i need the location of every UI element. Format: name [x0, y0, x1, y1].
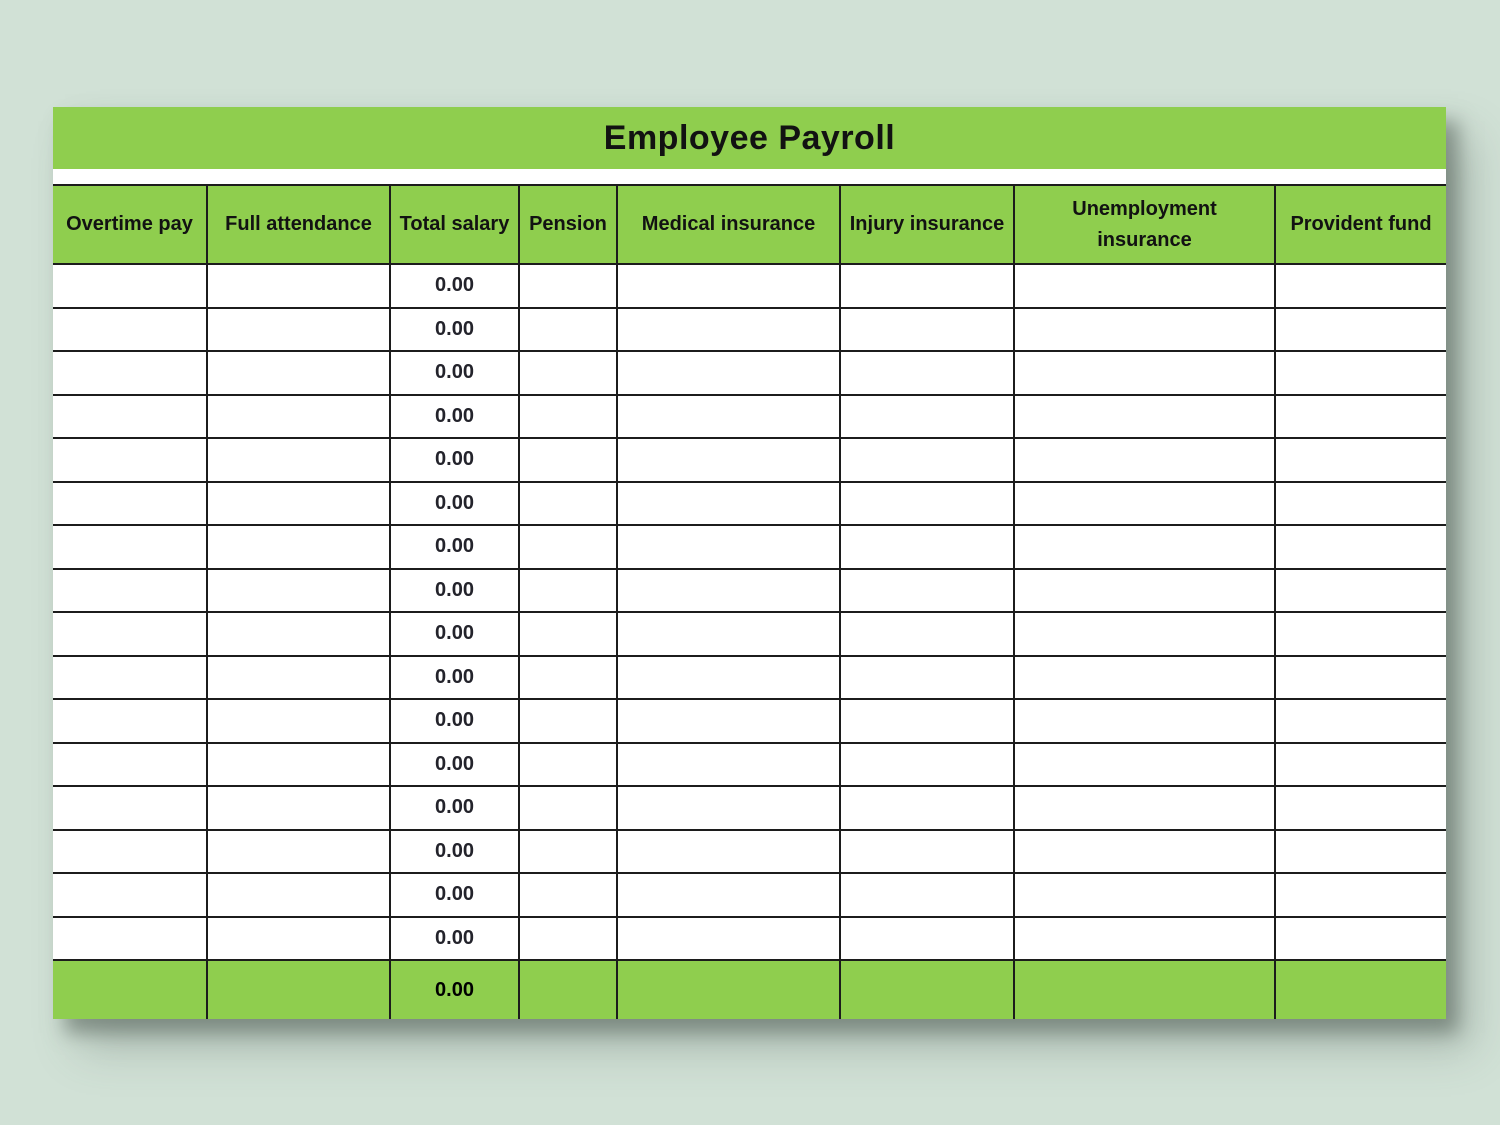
empty-cell[interactable]: [1275, 917, 1446, 961]
total-salary-cell[interactable]: 0.00: [390, 569, 519, 613]
empty-cell[interactable]: [617, 438, 840, 482]
total-salary-cell[interactable]: 0.00: [390, 699, 519, 743]
empty-cell[interactable]: [207, 438, 390, 482]
table-row: [53, 264, 1446, 308]
table-row: [53, 308, 1446, 352]
empty-cell[interactable]: [1275, 438, 1446, 482]
empty-cell[interactable]: [53, 743, 207, 787]
empty-cell[interactable]: [840, 873, 1014, 917]
empty-cell[interactable]: [617, 525, 840, 569]
empty-cell[interactable]: [519, 264, 617, 308]
empty-cell[interactable]: [53, 612, 207, 656]
empty-cell[interactable]: [840, 264, 1014, 308]
empty-cell[interactable]: [617, 351, 840, 395]
empty-cell[interactable]: [53, 873, 207, 917]
empty-cell[interactable]: [840, 569, 1014, 613]
total-salary-cell[interactable]: 0.00: [390, 482, 519, 526]
column-header-total-salary[interactable]: Total salary: [390, 185, 519, 264]
table-row: [53, 917, 1446, 961]
total-salary-cell[interactable]: 0.00: [390, 656, 519, 700]
empty-cell[interactable]: [617, 656, 840, 700]
total-salary-cell[interactable]: 0.00: [390, 830, 519, 874]
empty-cell[interactable]: [53, 525, 207, 569]
empty-cell[interactable]: [1275, 525, 1446, 569]
column-header-full-attendance[interactable]: Full attendance: [207, 185, 390, 264]
table-row: [53, 873, 1446, 917]
empty-cell[interactable]: [1275, 830, 1446, 874]
empty-cell[interactable]: [1014, 438, 1275, 482]
empty-cell[interactable]: [617, 873, 840, 917]
empty-cell[interactable]: [617, 743, 840, 787]
column-header-provident-fund[interactable]: Provident fund: [1275, 185, 1446, 264]
empty-cell[interactable]: [1275, 656, 1446, 700]
empty-cell[interactable]: [1014, 656, 1275, 700]
empty-cell[interactable]: [1014, 395, 1275, 439]
empty-cell[interactable]: [519, 525, 617, 569]
column-header-pension[interactable]: Pension: [519, 185, 617, 264]
empty-cell[interactable]: [53, 569, 207, 613]
column-header-injury-insurance[interactable]: Injury insurance: [840, 185, 1014, 264]
table-row: [53, 525, 1446, 569]
empty-cell[interactable]: [617, 612, 840, 656]
empty-cell[interactable]: [53, 699, 207, 743]
table-row: [53, 482, 1446, 526]
empty-cell[interactable]: [53, 308, 207, 352]
table-row: [53, 395, 1446, 439]
empty-cell[interactable]: [1014, 743, 1275, 787]
empty-cell[interactable]: [207, 917, 390, 961]
empty-cell[interactable]: [1014, 873, 1275, 917]
table-row: [53, 612, 1446, 656]
total-salary-cell[interactable]: 0.00: [390, 873, 519, 917]
empty-cell[interactable]: [207, 308, 390, 352]
empty-cell[interactable]: [1275, 612, 1446, 656]
empty-cell[interactable]: [840, 786, 1014, 830]
empty-cell[interactable]: [207, 786, 390, 830]
empty-cell[interactable]: [207, 873, 390, 917]
column-header-unemployment-insurance[interactable]: Unemployment insurance: [1014, 185, 1275, 264]
empty-cell[interactable]: [53, 438, 207, 482]
empty-cell[interactable]: [207, 656, 390, 700]
empty-cell[interactable]: [1014, 525, 1275, 569]
table-row: [53, 743, 1446, 787]
empty-cell[interactable]: [53, 482, 207, 526]
empty-cell[interactable]: [207, 395, 390, 439]
empty-cell[interactable]: [207, 351, 390, 395]
empty-cell[interactable]: [617, 917, 840, 961]
title-separator: [53, 169, 1446, 184]
table-row: [53, 569, 1446, 613]
empty-cell[interactable]: [1275, 308, 1446, 352]
empty-cell[interactable]: [840, 699, 1014, 743]
empty-cell[interactable]: [207, 743, 390, 787]
empty-cell[interactable]: [207, 612, 390, 656]
total-salary-cell[interactable]: 0.00: [390, 264, 519, 308]
empty-cell[interactable]: [519, 308, 617, 352]
empty-cell[interactable]: [840, 438, 1014, 482]
empty-cell[interactable]: [53, 395, 207, 439]
header-row: [53, 185, 1446, 264]
empty-cell[interactable]: [617, 308, 840, 352]
empty-cell[interactable]: [840, 743, 1014, 787]
empty-cell[interactable]: [617, 699, 840, 743]
empty-cell[interactable]: [1275, 482, 1446, 526]
empty-cell[interactable]: [617, 264, 840, 308]
total-empty-cell[interactable]: [207, 960, 390, 1019]
table-row: [53, 656, 1446, 700]
sheet-title[interactable]: Employee Payroll: [53, 107, 1446, 169]
column-header-medical-insurance[interactable]: Medical insurance: [617, 185, 840, 264]
total-empty-cell[interactable]: [1014, 960, 1275, 1019]
empty-cell[interactable]: [207, 699, 390, 743]
empty-cell[interactable]: [53, 656, 207, 700]
empty-cell[interactable]: [1014, 482, 1275, 526]
column-header-overtime-pay[interactable]: Overtime pay: [53, 185, 207, 264]
empty-cell[interactable]: [617, 395, 840, 439]
empty-cell[interactable]: [519, 873, 617, 917]
total-salary-cell[interactable]: 0.00: [390, 786, 519, 830]
total-row: [53, 960, 1446, 1019]
empty-cell[interactable]: [840, 917, 1014, 961]
empty-cell[interactable]: [519, 830, 617, 874]
total-empty-cell[interactable]: [519, 960, 617, 1019]
empty-cell[interactable]: [1275, 395, 1446, 439]
empty-cell[interactable]: [207, 482, 390, 526]
empty-cell[interactable]: [1014, 612, 1275, 656]
empty-cell[interactable]: [1275, 569, 1446, 613]
empty-cell[interactable]: [840, 395, 1014, 439]
empty-cell[interactable]: [207, 569, 390, 613]
empty-cell[interactable]: [519, 917, 617, 961]
empty-cell[interactable]: [53, 351, 207, 395]
table-row: [53, 351, 1446, 395]
total-salary-cell[interactable]: 0.00: [390, 308, 519, 352]
total-empty-cell[interactable]: [617, 960, 840, 1019]
total-salary-cell[interactable]: 0.00: [390, 395, 519, 439]
empty-cell[interactable]: [840, 612, 1014, 656]
empty-cell[interactable]: [1275, 743, 1446, 787]
payroll-sheet: [53, 107, 1446, 1019]
empty-cell[interactable]: [1275, 264, 1446, 308]
total-salary-cell[interactable]: 0.00: [390, 438, 519, 482]
total-salary-cell[interactable]: 0.00: [390, 351, 519, 395]
empty-cell[interactable]: [617, 569, 840, 613]
empty-cell[interactable]: [519, 482, 617, 526]
empty-cell[interactable]: [519, 612, 617, 656]
empty-cell[interactable]: [1275, 351, 1446, 395]
total-empty-cell[interactable]: [1275, 960, 1446, 1019]
total-salary-cell[interactable]: 0.00: [390, 917, 519, 961]
empty-cell[interactable]: [840, 308, 1014, 352]
table-row: [53, 830, 1446, 874]
empty-cell[interactable]: [207, 830, 390, 874]
empty-cell[interactable]: [1014, 830, 1275, 874]
total-salary-sum-cell[interactable]: 0.00: [390, 960, 519, 1019]
empty-cell[interactable]: [1014, 917, 1275, 961]
empty-cell[interactable]: [840, 656, 1014, 700]
empty-cell[interactable]: [519, 351, 617, 395]
empty-cell[interactable]: [1014, 264, 1275, 308]
empty-cell[interactable]: [519, 569, 617, 613]
total-salary-cell[interactable]: 0.00: [390, 525, 519, 569]
empty-cell[interactable]: [1014, 786, 1275, 830]
empty-cell[interactable]: [840, 351, 1014, 395]
empty-cell[interactable]: [617, 830, 840, 874]
empty-cell[interactable]: [519, 438, 617, 482]
total-salary-cell[interactable]: 0.00: [390, 612, 519, 656]
empty-cell[interactable]: [53, 786, 207, 830]
empty-cell[interactable]: [1275, 873, 1446, 917]
table-row: [53, 699, 1446, 743]
empty-cell[interactable]: [519, 743, 617, 787]
empty-cell[interactable]: [1275, 786, 1446, 830]
total-salary-cell[interactable]: 0.00: [390, 743, 519, 787]
payroll-table: [53, 184, 1446, 1019]
empty-cell[interactable]: [840, 830, 1014, 874]
empty-cell[interactable]: [53, 917, 207, 961]
table-row: [53, 786, 1446, 830]
empty-cell[interactable]: [840, 525, 1014, 569]
empty-cell[interactable]: [1014, 351, 1275, 395]
empty-cell[interactable]: [519, 395, 617, 439]
empty-cell[interactable]: [53, 264, 207, 308]
empty-cell[interactable]: [519, 656, 617, 700]
empty-cell[interactable]: [207, 525, 390, 569]
empty-cell[interactable]: [1275, 699, 1446, 743]
total-empty-cell[interactable]: [840, 960, 1014, 1019]
empty-cell[interactable]: [1014, 699, 1275, 743]
empty-cell[interactable]: [840, 482, 1014, 526]
empty-cell[interactable]: [519, 786, 617, 830]
empty-cell[interactable]: [617, 482, 840, 526]
table-row: [53, 438, 1446, 482]
empty-cell[interactable]: [1014, 569, 1275, 613]
total-empty-cell[interactable]: [53, 960, 207, 1019]
empty-cell[interactable]: [53, 830, 207, 874]
empty-cell[interactable]: [519, 699, 617, 743]
empty-cell[interactable]: [617, 786, 840, 830]
empty-cell[interactable]: [1014, 308, 1275, 352]
empty-cell[interactable]: [207, 264, 390, 308]
